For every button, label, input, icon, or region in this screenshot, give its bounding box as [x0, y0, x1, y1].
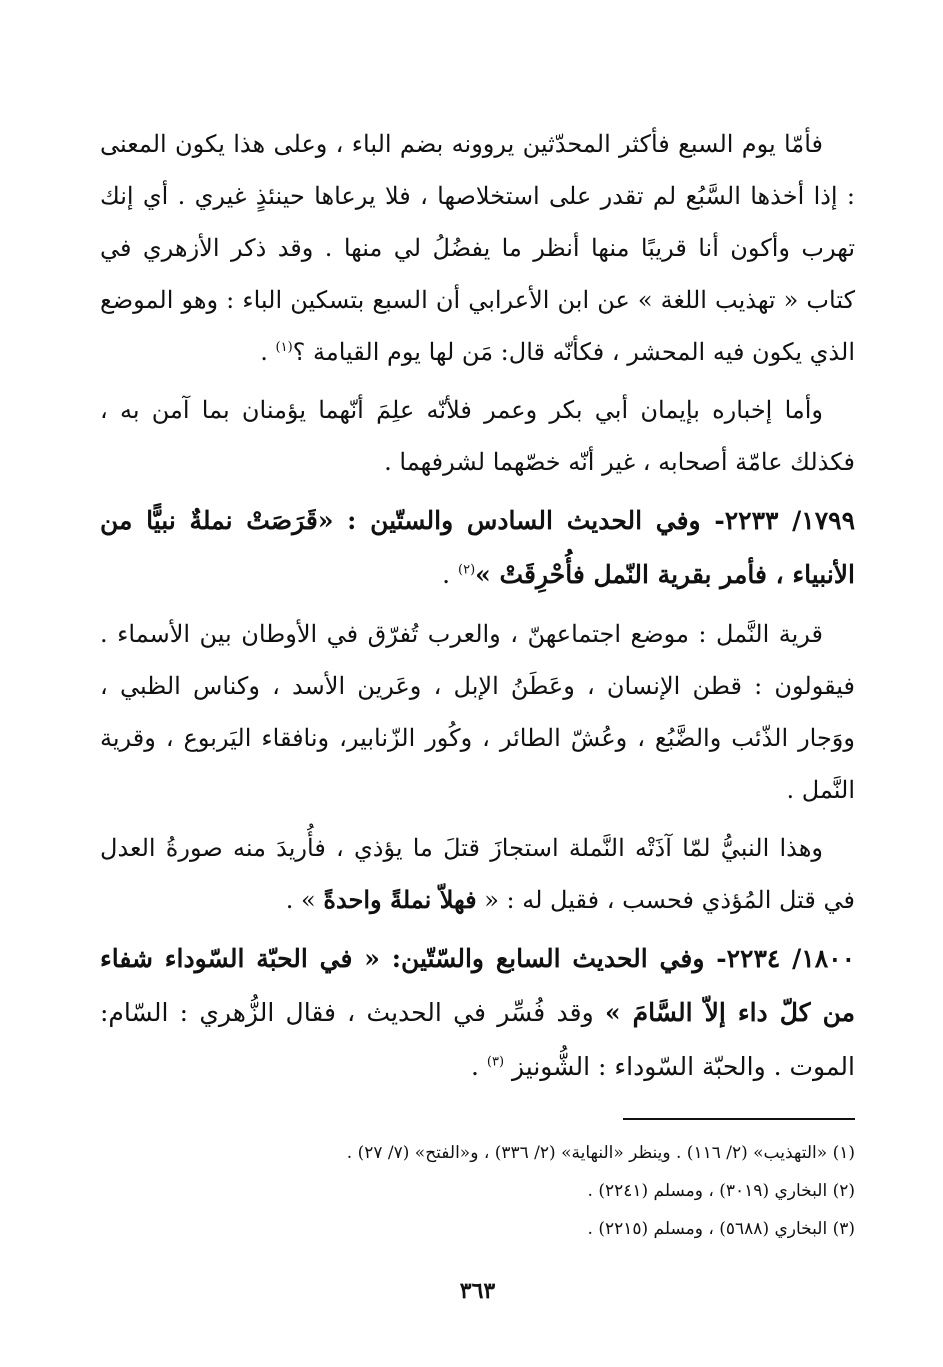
- book-page: [100, 118, 855, 1327]
- page-number: ٣٦٣: [459, 1278, 496, 1304]
- paragraph-1-end: .: [260, 338, 276, 366]
- footnotes-section: [100, 1118, 855, 1248]
- paragraph-4-text: وهذا النبيُّ لمّا آذَتْه النَّملة استجازَ قتلَ ما يؤذي ، فأُريدَ منه صورةُ العدل في قتل المُؤذي فحسب ، فقيل له : «: [100, 834, 855, 914]
- hadith-2-number: ١٨٠٠/ ٢٢٣٤-: [716, 944, 855, 973]
- paragraph-2: [100, 384, 855, 488]
- hadith-2-commentary: وقد فُسِّر في الحديث ، فقال الزُّهري : السّام: الموت . والحبّة السّوداء : الشُّونيز: [100, 998, 855, 1081]
- main-text: [100, 118, 855, 1094]
- footnote-1: (١) «التهذيب» (٢/ ١١٦) . وينظر «النهاية» (٢/ ٣٣٦) ، و«الفتح» (٧/ ٢٧) .: [346, 1143, 855, 1163]
- paragraph-3: [100, 608, 855, 816]
- hadith-2-end: .: [471, 1052, 487, 1081]
- footnote-2: (٢) البخاري (٣٠١٩) ، ومسلم (٢٢٤١) .: [587, 1181, 855, 1201]
- hadith-heading-1: [100, 494, 855, 602]
- hadith-heading-2: [100, 932, 855, 1094]
- paragraph-4-end: » .: [285, 886, 324, 914]
- hadith-1-number: ١٧٩٩/ ٢٢٣٣-: [714, 506, 855, 535]
- footnote-divider: [623, 1118, 855, 1120]
- hadith-1-end: .: [442, 560, 458, 589]
- footnote-marker-1: (١): [275, 340, 293, 355]
- footnote-marker-3: (٣): [486, 1054, 505, 1070]
- hadith-1-text: وفي الحديث السادس والستّين : «قَرَصَتْ نملةٌ نبيًّا من الأنبياء ، فأمر بقرية النّمل فأُحْرِقَتْ »: [100, 506, 855, 589]
- paragraph-4: [100, 822, 855, 926]
- footnote-marker-2: (٢): [458, 562, 476, 578]
- paragraph-4-bold-quote: فهلاّ نملةً واحدةً: [323, 885, 477, 914]
- paragraph-1: [100, 118, 855, 378]
- hadith-2-text: وفي الحديث السابع والسّتّين: « في الحبّة السّوداء شفاء من كلّ داء إلاّ السَّامَ »: [100, 944, 855, 1027]
- footnote-3: (٣) البخاري (٥٦٨٨) ، ومسلم (٢٢١٥) .: [587, 1219, 855, 1239]
- paragraph-3-text: قرية النَّمل : موضع اجتماعهنّ ، والعرب تُفرّق في الأوطان بين الأسماء . فيقولون : قطن الإنسان ، وعَطَنُ الإبل ، وعَرين الأسد ، وكناس الظبي ، ووَجار الذّئب والضَّبُع ، وعُشّ الطائر ، وكُور الزّنابير، ونافقاء اليَربوع ، وقرية النَّمل .: [100, 620, 855, 804]
- paragraph-1-text: فأمّا يوم السبع فأكثر المحدّثين يروونه بضم الباء ، وعلى هذا يكون المعنى : إذا أخذها السَّبُع لم تقدر على استخلاصها ، فلا يرعاها حينئذٍ غيري . أي إنك تهرب وأكون أنا قريبًا منها أنظر ما يفضُلُ لي منها . وقد ذكر الأزهري في كتاب « تهذيب اللغة » عن ابن الأعرابي أن السبع بتسكين الباء : وهو الموضع الذي يكون فيه المحشر ، فكأنّه قال: مَن لها يوم القيامة ؟: [100, 130, 855, 366]
- paragraph-2-text: وأما إخباره بإيمان أبي بكر وعمر فلأنّه علِمَ أنّهما يؤمنان بما آمن به ، فكذلك عامّة أصحابه ، غير أنّه خصّهما لشرفهما .: [100, 396, 855, 476]
- footnote-list: [100, 1134, 855, 1248]
